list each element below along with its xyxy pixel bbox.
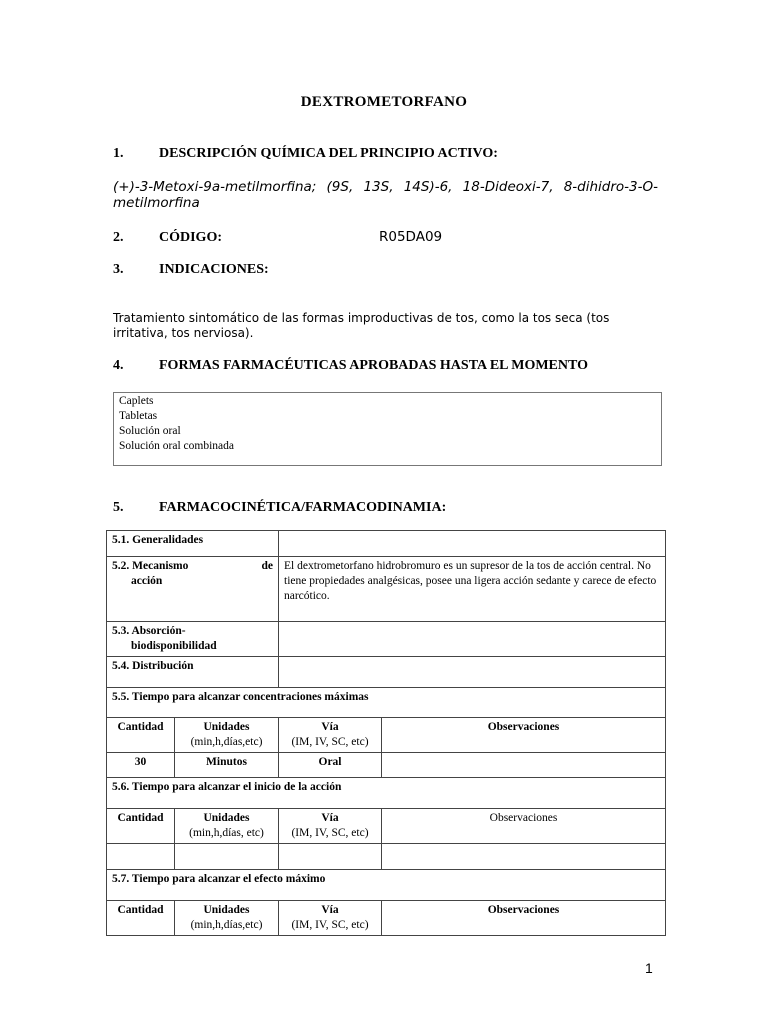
section-4-title: FORMAS FARMACÉUTICAS APROBADAS HASTA EL MOMENTO [159, 358, 588, 373]
row-label-absorcion [107, 622, 279, 657]
unidades-label: Unidades [203, 721, 250, 733]
mecanismo-label-part: acción [131, 575, 163, 587]
cell-via: Oral [279, 753, 382, 778]
col-header-cantidad: Cantidad [107, 901, 175, 936]
col-header-via [279, 718, 382, 753]
table-row [107, 778, 666, 809]
section-2-number: 2. [113, 230, 124, 245]
cell-via [279, 844, 382, 870]
unidades-sub: (min,h,días, etc) [189, 827, 264, 839]
via-label: Vía [321, 812, 339, 824]
subheading-tmax: 5.5. Tiempo para alcanzar concentraciones máximas [107, 688, 666, 718]
section-3-title: INDICACIONES: [159, 262, 269, 277]
mecanismo-label-part: de [261, 560, 273, 572]
via-label: Vía [321, 721, 339, 733]
unidades-label: Unidades [203, 904, 250, 916]
chemical-description: (+)-3-Metoxi-9a-metilmorfina; (9S, 13S, 14S)-6, 18-Dideoxi-7, 8-dihidro-3-O-metilmorfina [113, 179, 658, 211]
via-label: Vía [321, 904, 339, 916]
col-header-unidades [175, 809, 279, 844]
table-row [107, 718, 666, 753]
col-header-unidades [175, 901, 279, 936]
generalidades-value [279, 531, 666, 557]
cell-cantidad [107, 844, 175, 870]
atc-code: R05DA09 [379, 229, 443, 245]
table-row [107, 809, 666, 844]
section-2-title: CÓDIGO: [159, 230, 222, 245]
col-header-via [279, 809, 382, 844]
dosage-form-item: Solución oral combinada [119, 440, 234, 452]
table-row [107, 622, 666, 657]
via-sub: (IM, IV, SC, etc) [291, 736, 369, 748]
unidades-sub: (min,h,días,etc) [190, 736, 263, 748]
absorcion-label-part: 5.3. Absorción- [112, 625, 186, 637]
table-row [107, 531, 666, 557]
dosage-form-item: Solución oral [119, 425, 181, 437]
col-header-unidades [175, 718, 279, 753]
table-row [107, 753, 666, 778]
cell-unidades [175, 844, 279, 870]
via-sub: (IM, IV, SC, etc) [291, 827, 369, 839]
via-sub: (IM, IV, SC, etc) [291, 919, 369, 931]
cell-observaciones [382, 753, 666, 778]
distribucion-value [279, 657, 666, 688]
section-5-number: 5. [113, 500, 124, 515]
unidades-sub: (min,h,días,etc) [190, 919, 263, 931]
row-label-mecanismo [107, 557, 279, 622]
table-row [107, 844, 666, 870]
section-5-title: FARMACOCINÉTICA/FARMACODINAMIA: [159, 500, 447, 515]
absorcion-value [279, 622, 666, 657]
table-row [107, 657, 666, 688]
col-header-via [279, 901, 382, 936]
cell-observaciones [382, 844, 666, 870]
dosage-form-item: Caplets [119, 395, 154, 407]
col-header-observaciones: Observaciones [382, 718, 666, 753]
col-header-observaciones: Observaciones [382, 809, 666, 844]
mecanismo-value: El dextrometorfano hidrobromuro es un supresor de la tos de acción central. No tiene propiedades analgésicas, posee una ligera acción sedante y carece de efecto narcótico. [279, 557, 666, 622]
absorcion-label-part: biodisponibilidad [131, 640, 217, 652]
subheading-max-effect: 5.7. Tiempo para alcanzar el efecto máximo [107, 870, 666, 901]
dosage-form-item: Tabletas [119, 410, 158, 422]
section-3-number: 3. [113, 262, 124, 277]
document-title: DEXTROMETORFANO [300, 94, 468, 110]
table-row [107, 901, 666, 936]
row-label-distribucion: 5.4. Distribución [107, 657, 279, 688]
pharmacokinetics-table [106, 530, 666, 936]
page-number: 1 [645, 960, 653, 976]
section-1-title: DESCRIPCIÓN QUÍMICA DEL PRINCIPIO ACTIVO: [159, 146, 498, 161]
subheading-onset: 5.6. Tiempo para alcanzar el inicio de la acción [107, 778, 666, 809]
table-row [107, 557, 666, 622]
col-header-cantidad: Cantidad [107, 718, 175, 753]
col-header-observaciones: Observaciones [382, 901, 666, 936]
dosage-forms-box [113, 392, 662, 466]
row-label-generalidades: 5.1. Generalidades [107, 531, 279, 557]
unidades-label: Unidades [203, 812, 250, 824]
cell-cantidad: 30 [107, 753, 175, 778]
mecanismo-label-part: 5.2. Mecanismo [112, 560, 189, 572]
table-row [107, 688, 666, 718]
section-1-number: 1. [113, 146, 124, 161]
cell-unidades: Minutos [175, 753, 279, 778]
col-header-cantidad: Cantidad [107, 809, 175, 844]
indications-text: Tratamiento sintomático de las formas improductivas de tos, como la tos seca (tos irritativa, tos nerviosa). [113, 311, 610, 340]
section-4-number: 4. [113, 358, 124, 373]
table-row [107, 870, 666, 901]
